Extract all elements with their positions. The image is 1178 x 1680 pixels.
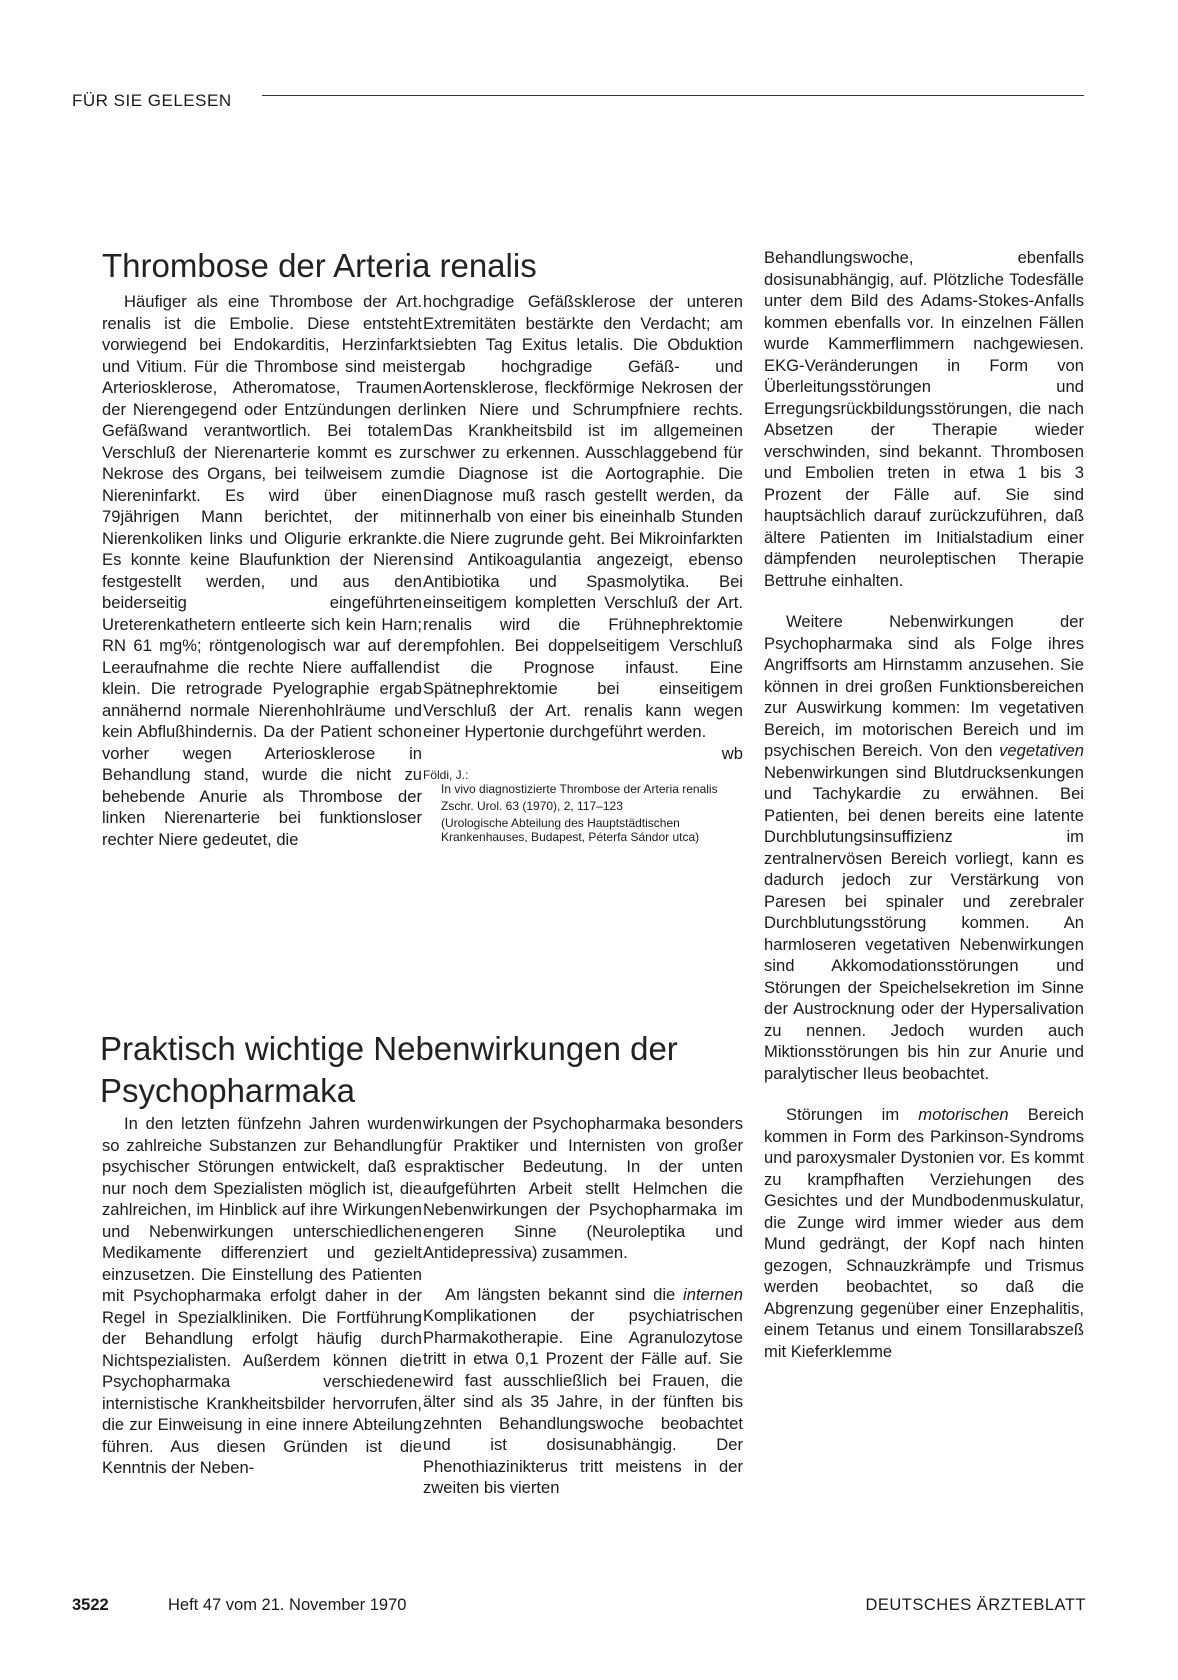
article1-column-2 xyxy=(423,291,743,844)
article2-col3-para3: Störungen im motorischen Bereich kommen in Form des Parkinson-Syndroms und paroxysmaler Dystonien vor. Es kommt zu krampfhaften Verziehungen des Gesichtes und der Mundbodenmuskulatur, die Zunge wird immer wieder aus dem Mund gedrängt, der Kopf nach hinten gezogen, Schnauzkrämpfe und Trismus werden beobachtet, so daß die Abgrenzung gegenüber einer Enzephalitis, einem Tetanus und einem Tonsillarabszeß mit Kieferklemme xyxy=(764,1105,1085,1361)
journal-name: DEUTSCHES ÄRZTEBLATT xyxy=(865,1596,1086,1614)
ref-journal: Zschr. Urol. 63 (1970), 2, 117–123 xyxy=(441,799,623,813)
article1-col2-body: hochgradige Gefäßsklerose der unteren Extremitäten bestärkte den Verdacht; am siebten Tag Exitus letalis. Die Obduktion ergab hochgradige Gefäß- und Aortensklerose, fleckförmige Nekrosen der linken Niere und Schrumpfniere rechts. Das Krankheitsbild ist im allgemeinen schwer zu erkennen. Ausschlaggebend für die Diagnose ist die Aortographie. Die Diagnose muß rasch gestellt werden, da innerhalb von einer bis eineinhalb Stunden die Niere zugrunde geht. Bei Mikroinfarkten sind Antikoagulantia angezeigt, ebenso Antibiotika und Spasmolytika. Bei einseitigem kompletten Verschluß der Art. renalis wird die Frühnephrektomie empfohlen. Bei doppelseitigem Verschluß ist die Prognose infaust. Eine Spätnephrektomie bei einseitigem Verschluß der Art. renalis kann wegen einer Hypertonie durchgeführt werden. xyxy=(423,292,743,741)
article1-signature-row xyxy=(423,743,743,765)
article2-column-3 xyxy=(764,247,1084,1362)
article2-col1-text: In den letzten fünfzehn Jahren wurden so zahlreiche Substanzen zur Behandlung psychischer Störungen entwickelt, daß es nur noch dem Spezialisten möglich ist, die zahlreichen, im Hinblick auf ihre Wirkungen und Nebenwirkungen unterschiedlichen Medikamente differenziert und gezielt einzusetzen. Die Einstellung des Patienten mit Psychopharmaka erfolgt daher in der Regel in Spezialkliniken. Die Fortführung der Behandlung erfolgt häufig durch Nichtspezialisten. Außerdem können die Psychopharmaka verschiedene internistische Krankheitsbilder hervorrufen, die zur Einweisung in eine innere Abteilung führen. Aus diesen Gründen ist die Kenntnis der Neben- xyxy=(102,1114,422,1477)
article2-title: Praktisch wichtige Nebenwirkungen der Psychopharmaka xyxy=(100,1030,678,1109)
article1-title: Thrombose der Arteria renalis xyxy=(102,247,537,284)
article1-reference xyxy=(423,768,743,844)
issue-info: Heft 47 vom 21. November 1970 xyxy=(168,1596,407,1614)
article2-column-2 xyxy=(423,1113,743,1499)
emphasis-motorischen: motorischen xyxy=(918,1105,1009,1124)
emphasis-vegetativen: vegetativen xyxy=(999,741,1084,760)
header-rule xyxy=(262,95,1084,96)
article1-signature: wb xyxy=(721,743,743,763)
page-number: 3522 xyxy=(72,1596,109,1614)
article1-col2-text xyxy=(423,291,743,743)
article2-col3-para1: Behandlungswoche, ebenfalls dosisunabhängig, auf. Plötzliche Todesfälle unter dem Bild des Adams-Stokes-Anfalls kommen ebenfalls vor. In einzelnen Fällen wurde Kammerflimmern nachgewiesen. EKG-Veränderungen in Form von Überleitungsstörungen und Erregungsrückbildungsstörungen, die nach Absetzen der Therapie wieder verschwinden, sind bekannt. Thrombosen und Embolien treten in etwa 1 bis 3 Prozent der Fälle auf. Sie sind hauptsächlich darauf zurückzuführen, daß ältere Patienten im Initialstadium einer dämpfenden neuroleptischen Therapie Bettruhe einhalten. xyxy=(764,248,1084,590)
article2-col3-para2: Weitere Nebenwirkungen der Psychopharmaka sind als Folge ihres Angriffsorts am Hirnstamm anzusehen. Sie können in drei großen Funktionsbereichen zur Auswirkung kommen: Im vegetativen Bereich, im motorischen Bereich und im psychischen Bereich. Von den vegetativen Nebenwirkungen sind Blutdrucksenkungen und Tachykardie zu erwähnen. Bei Patienten, bei denen bereits eine latente Durchblutungsinsuffizienz im zentralnervösen Bereich vorliegt, kann es dadurch jedoch zur Verstärkung von Paresen bei spinaler und zerebraler Durchblutungsstörung kommen. An harmloseren vegetativen Nebenwirkungen sind Akkomodationsstörungen und Störungen der Speichelsekretion im Sinne der Austrocknung oder der Hypersalivation zu nennen. Jedoch wurden auch Miktionsstörungen bis hin zur Anurie und paralytischer Ileus beobachtet. xyxy=(764,612,1084,1083)
section-label: FÜR SIE GELESEN xyxy=(72,91,232,110)
ref-affiliation: (Urologische Abteilung des Hauptstädtischen Krankenhauses, Budapest, Péterfa Sándor utca) xyxy=(441,816,700,844)
emphasis-internen: internen xyxy=(683,1284,743,1304)
article2-column-1 xyxy=(102,1113,422,1479)
article2-col2-para1: wirkungen der Psychopharmaka besonders für Praktiker und Internisten von großer praktischer Bedeutung. In der unten aufgeführten Arbeit stellt Helmchen die Nebenwirkungen der Psychopharmaka im engeren Sinne (Neuroleptika und Antidepressiva) zusammen. xyxy=(423,1114,743,1262)
ref-title: In vivo diagnostizierte Thrombose der Arteria renalis xyxy=(441,782,718,796)
article1-column-1 xyxy=(102,291,422,850)
article2-col2-para2: Am längsten bekannt sind die internen Komplikationen der psychiatrischen Pharmakotherapie. Eine Agranulozytose tritt in etwa 0,1 Prozent der Fälle auf. Sie wird fast ausschließlich bei Frauen, die älter sind als 35 Jahre, in der fünften bis zehnten Behandlungswoche beobachtet und ist dosisunabhängig. Der Phenothiazinikterus tritt meistens in der zweiten bis vierten xyxy=(423,1284,743,1497)
ref-author: Földi, J.: xyxy=(423,768,469,782)
article1-col1-text: Häufiger als eine Thrombose der Art. renalis ist die Embolie. Diese entsteht vorwiegend bei Endokarditis, Herzinfarkt und Vitium. Für die Thrombose sind meist Arteriosklerose, Atheromatose, Traumen der Nierengegend oder Entzündungen der Gefäßwand verantwortlich. Bei totalem Verschluß der Nierenarterie kommt es zur Nekrose des Organs, bei teilweisem zum Niereninfarkt. Es wird über einen 79jährigen Mann berichtet, der mit Nierenkoliken links und Oligurie erkrankte. Es konnte keine Blaufunktion der Nieren festgestellt werden, und aus den beiderseitig eingeführten Ureterenkathetern entleerte sich kein Harn; RN 61 mg%; röntgenologisch war auf der Leeraufnahme die rechte Niere auffallend klein. Die retrograde Pyelographie ergab annähernd normale Nierenhohlräume und kein Abflußhindernis. Da der Patient schon vorher wegen Arteriosklerose in Behandlung stand, wurde die nicht zu behebende Anurie als Thrombose der linken Nierenarterie bei funktionsloser rechter Niere gedeutet, die xyxy=(102,292,422,849)
